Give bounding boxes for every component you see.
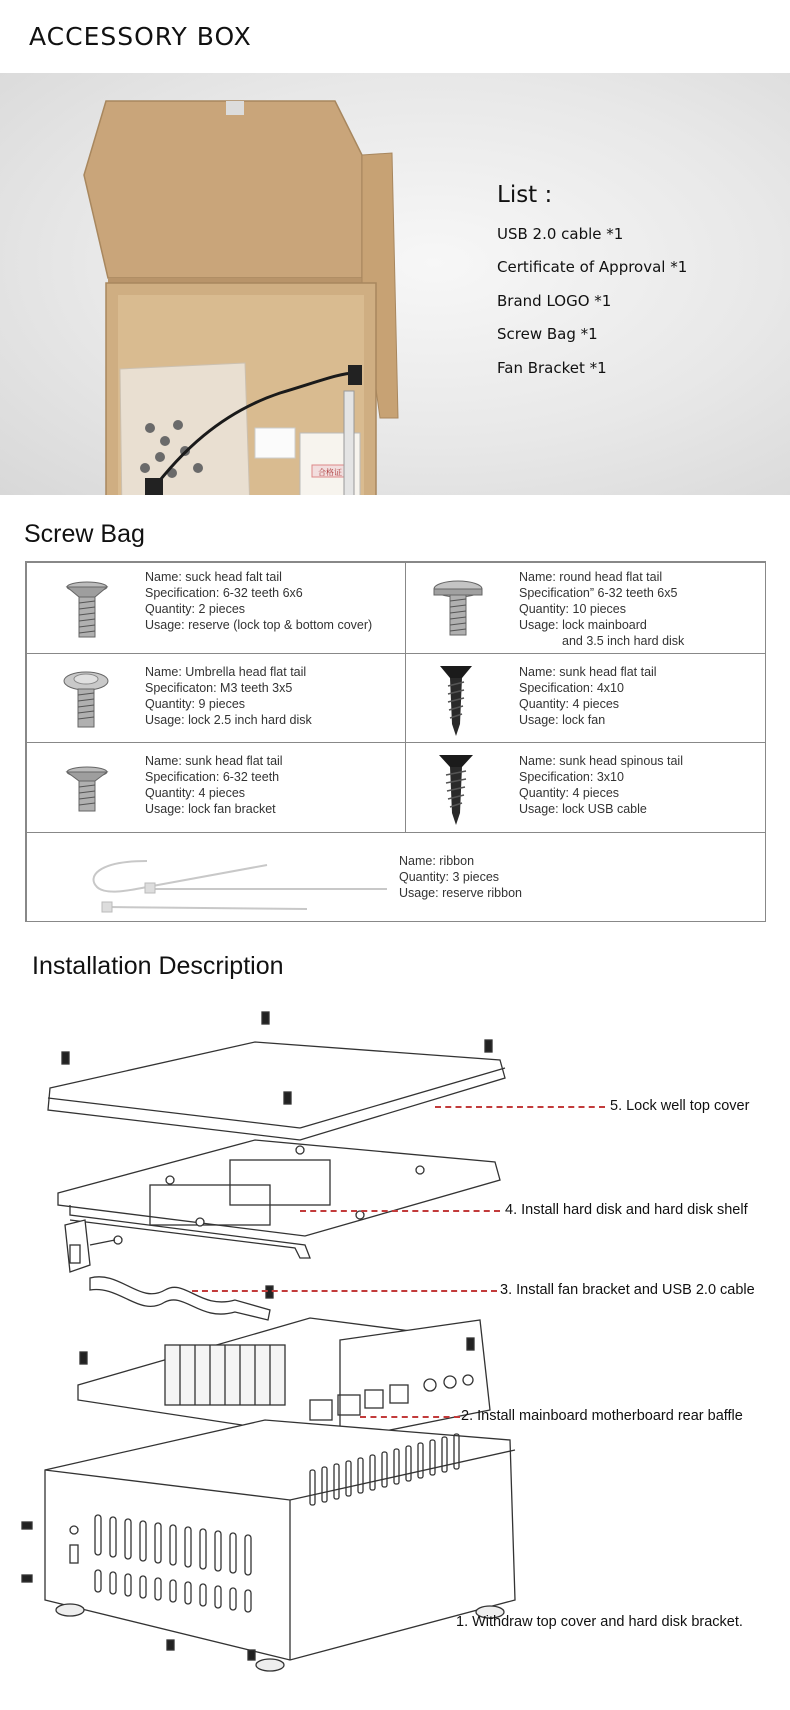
fan-bracket-screw: [266, 1286, 273, 1298]
usb-connector: [145, 478, 163, 495]
spec-line: Usage: lock fan bracket: [145, 802, 276, 816]
leader-line: [192, 1290, 497, 1292]
list-item: USB 2.0 cable *1: [497, 225, 624, 243]
spec-cell: [26, 742, 406, 833]
screw-spec-table: [25, 561, 766, 922]
lid-notch: [226, 101, 244, 115]
spec-line: Specification: 4x10: [519, 681, 624, 695]
black-spinous-screw-icon: [436, 751, 476, 827]
screw-bag-plastic: [120, 363, 250, 495]
spec-cell: [405, 742, 766, 833]
spec-line: Quantity: 4 pieces: [145, 786, 246, 800]
installation-title: Installation Description: [32, 952, 284, 980]
spec-line: Quantity: 10 pieces: [519, 602, 627, 616]
step-4-label: 4. Install hard disk and hard disk shelf: [505, 1202, 748, 1218]
step-2-label: 2. Install mainboard motherboard rear baffle: [461, 1408, 743, 1424]
fan-bracket-part: [90, 1277, 270, 1320]
spec-cell: [26, 653, 406, 743]
spec-line: Specification” 6-32 teeth 6x5: [519, 586, 678, 600]
spec-line: Usage: lock fan: [519, 713, 606, 727]
spec-line: Usage: lock mainboard: [519, 618, 647, 632]
cable-tie-icon: [87, 847, 387, 913]
spec-line: and 3.5 inch hard disk: [562, 634, 685, 648]
spec-cell: [26, 562, 406, 654]
spec-name: Name: round head flat tail: [519, 570, 663, 584]
box-lid: [84, 101, 362, 278]
mainboard-screw: [80, 1352, 87, 1364]
spec-name: Name: Umbrella head flat tail: [145, 665, 307, 679]
spec-line: Quantity: 3 pieces: [399, 870, 500, 884]
screw-bag-title: Screw Bag: [24, 520, 145, 548]
spec-cell: [405, 653, 766, 743]
list-title: List :: [497, 182, 553, 208]
spec-name: Name: sunk head flat tail: [519, 665, 657, 679]
list-item: Certificate of Approval *1: [497, 258, 688, 276]
spec-line: Specificaton: M3 teeth 3x5: [145, 681, 293, 695]
list-item: Fan Bracket *1: [497, 359, 607, 377]
spec-cell: [405, 562, 766, 654]
spec-line: Specification: 6-32 teeth 6x6: [145, 586, 303, 600]
countersunk-screw-icon: [62, 765, 112, 815]
countersunk-screw-icon: [62, 579, 112, 641]
step-5-label: 5. Lock well top cover: [610, 1098, 750, 1114]
black-sunk-screw-icon: [436, 662, 476, 738]
step-1-label: 1. Withdraw top cover and hard disk bracket.: [456, 1614, 743, 1630]
spec-line: Quantity: 2 pieces: [145, 602, 246, 616]
spec-line: Usage: lock 2.5 inch hard disk: [145, 713, 312, 727]
spec-line: Usage: reserve (lock top & bottom cover): [145, 618, 373, 632]
usb-header-connector: [348, 365, 362, 385]
usb-bracket: [65, 1220, 90, 1272]
spec-name: Name: ribbon: [399, 854, 475, 868]
leader-line: [360, 1416, 460, 1418]
leader-line: [300, 1210, 500, 1212]
spec-name: Name: sunk head flat tail: [145, 754, 283, 768]
spec-line: Quantity: 4 pieces: [519, 786, 620, 800]
spec-line: Specification: 6-32 teeth: [145, 770, 280, 784]
certificate-text: 合格证: [318, 468, 342, 477]
accessory-box-title: ACCESSORY BOX: [29, 22, 252, 51]
step-3-label: 3. Install fan bracket and USB 2.0 cable: [500, 1282, 755, 1298]
spec-line: Specification: 3x10: [519, 770, 624, 784]
leader-line: [435, 1106, 605, 1108]
spec-name: Name: suck head falt tail: [145, 570, 282, 584]
spec-line: Usage: reserve ribbon: [399, 886, 522, 900]
list-item: Screw Bag *1: [497, 325, 598, 343]
spec-line: Usage: lock USB cable: [519, 802, 647, 816]
brand-logo-card: [255, 428, 295, 458]
fan-bracket: [344, 391, 354, 495]
accessory-box-photo: [0, 73, 790, 495]
list-item: Brand LOGO *1: [497, 292, 612, 310]
spec-cell-wide: [26, 832, 766, 922]
accessory-box-illustration: [0, 73, 790, 495]
umbrella-head-screw-icon: [60, 669, 112, 731]
mainboard-screw: [467, 1338, 474, 1350]
spec-line: Quantity: 9 pieces: [145, 697, 246, 711]
round-head-screw-icon: [431, 579, 485, 641]
spec-name: Name: sunk head spinous tail: [519, 754, 683, 768]
spec-line: Quantity: 4 pieces: [519, 697, 620, 711]
